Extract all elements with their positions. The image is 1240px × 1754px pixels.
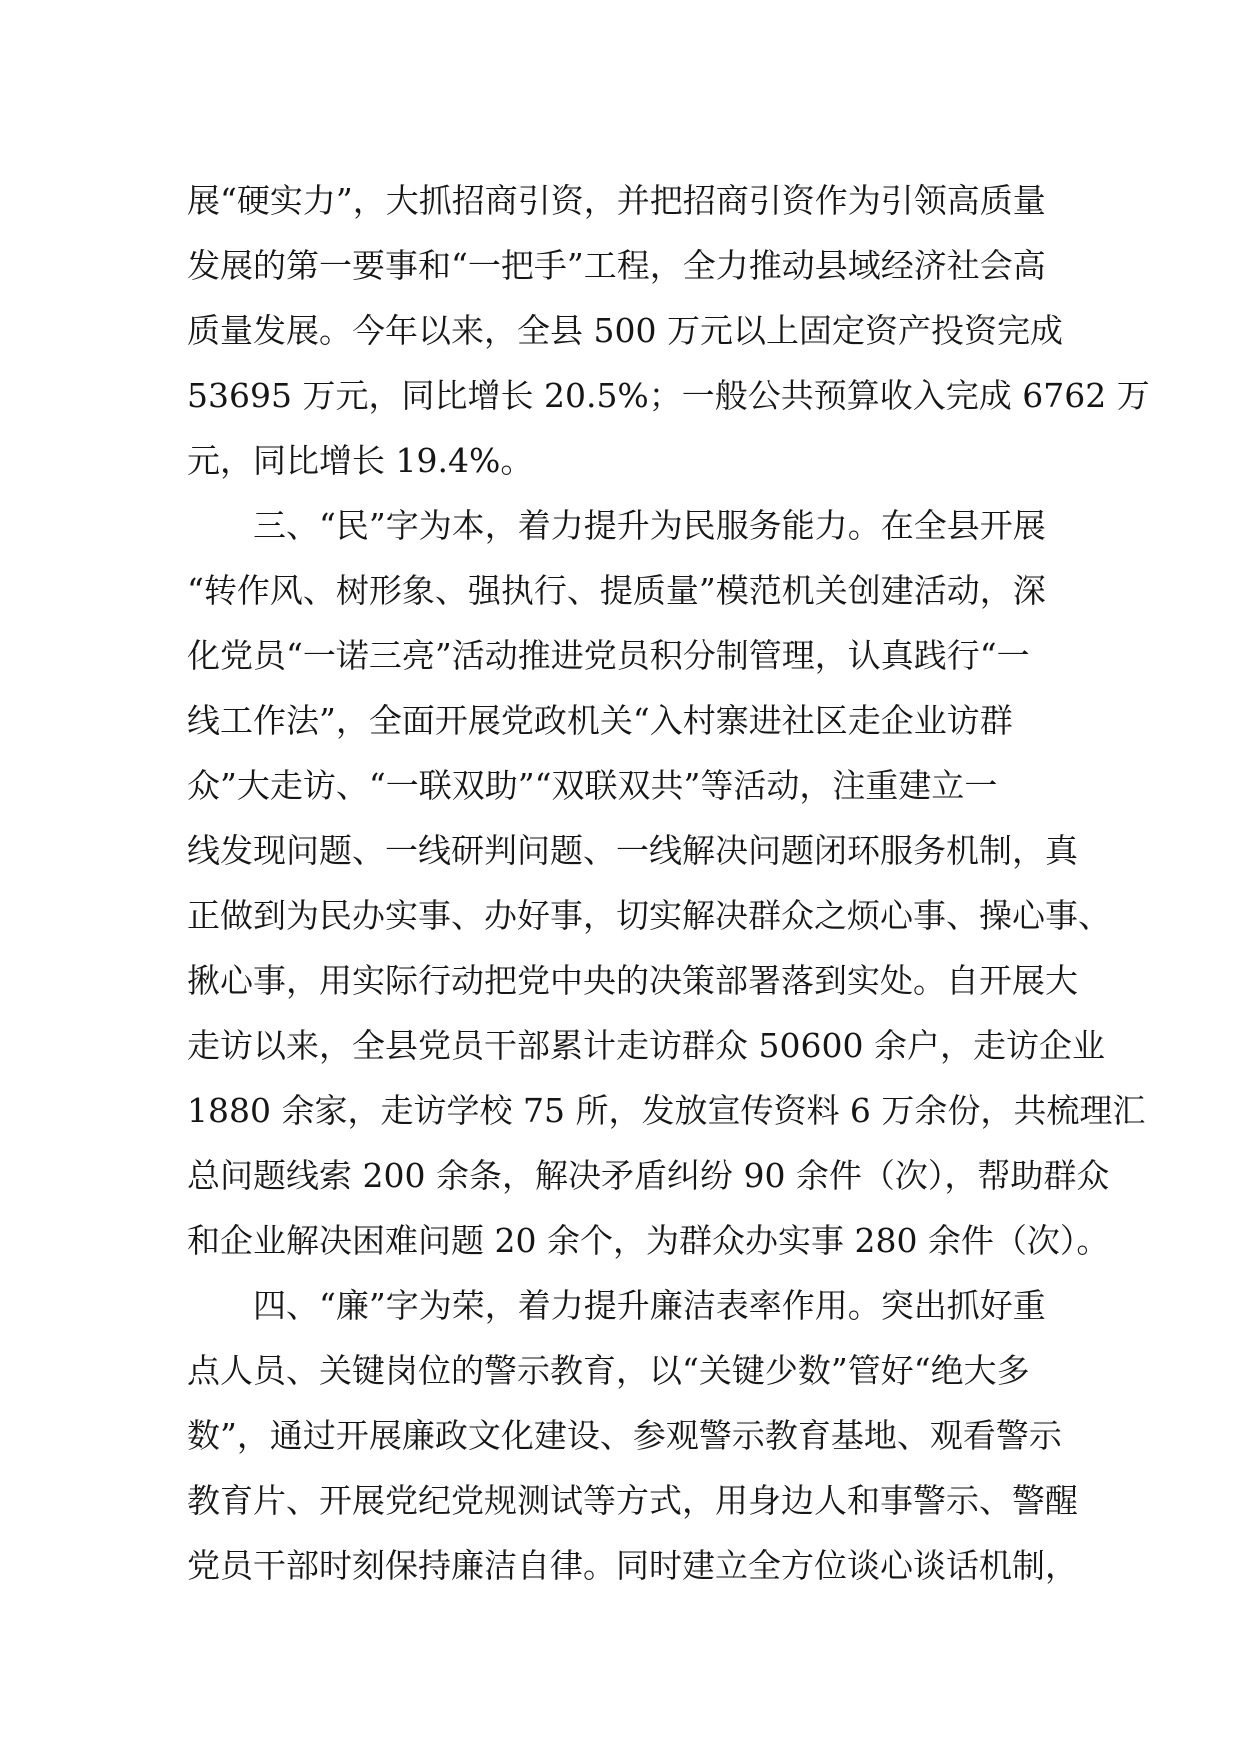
text-line: 化党员“一诺三亮”活动推进党员积分制管理，认真践行“一 <box>187 636 1030 675</box>
text-line: 正做到为民办实事、办好事，切实解决群众之烦心事、操心事、 <box>187 896 1111 935</box>
body-text <box>187 168 1150 1598</box>
text-line: 揪心事，用实际行动把党中央的决策部署落到实处。自开展大 <box>187 961 1078 1000</box>
text-line: 53695 万元，同比增长 20.5%；一般公共预算收入完成 6762 万 <box>187 376 1150 415</box>
text-line: 众”大走访、“一联双助”“双联双共”等活动，注重建立一 <box>187 766 998 805</box>
text-line: 总问题线索 200 余条，解决矛盾纠纷 90 余件（次），帮助群众 <box>187 1156 1110 1195</box>
text-line: 质量发展。今年以来，全县 500 万元以上固定资产投资完成 <box>187 311 1063 350</box>
text-line: 1880 余家，走访学校 75 所，发放宣传资料 6 万余份，共梳理汇 <box>187 1091 1146 1130</box>
text-line: 发展的第一要事和“一把手”工程，全力推动县域经济社会高 <box>187 246 1046 285</box>
text-line: 线发现问题、一线研判问题、一线解决问题闭环服务机制，真 <box>187 831 1078 870</box>
text-line: 展“硬实力”，大抓招商引资，并把招商引资作为引领高质量 <box>187 181 1046 220</box>
text-line: 三、“民”字为本，着力提升为民服务能力。在全县开展 <box>187 506 1046 545</box>
text-line: 走访以来，全县党员干部累计走访群众 50600 余户，走访企业 <box>187 1026 1105 1065</box>
text-line: 点人员、关键岗位的警示教育，以“关键少数”管好“绝大多 <box>187 1351 1030 1390</box>
text-line: 四、“廉”字为荣，着力提升廉洁表率作用。突出抓好重 <box>187 1286 1046 1325</box>
text-line: 元，同比增长 19.4%。 <box>187 441 534 480</box>
text-line: 教育片、开展党纪党规测试等方式，用身边人和事警示、警醒 <box>187 1481 1078 1520</box>
text-line: “转作风、树形象、强执行、提质量”模范机关创建活动，深 <box>187 571 1046 610</box>
text-line: 线工作法”，全面开展党政机关“入村寨进社区走企业访群 <box>187 701 1013 740</box>
text-line: 党员干部时刻保持廉洁自律。同时建立全方位谈心谈话机制， <box>187 1546 1078 1585</box>
text-line: 数”，通过开展廉政文化建设、参观警示教育基地、观看警示 <box>187 1416 1062 1455</box>
text-line: 和企业解决困难问题 20 余个，为群众办实事 280 余件（次）。 <box>187 1221 1110 1260</box>
